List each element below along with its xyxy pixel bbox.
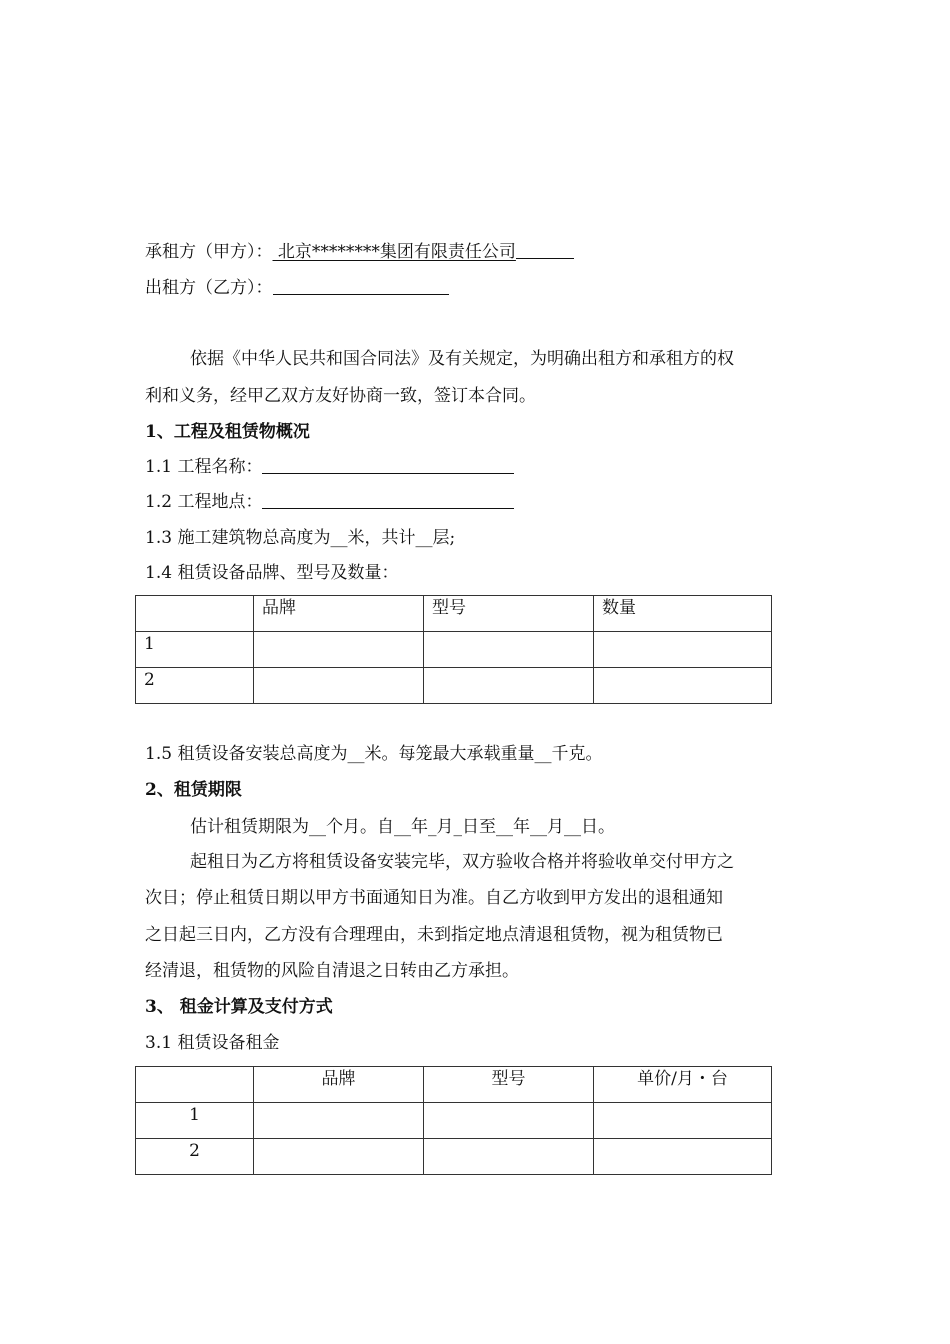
table-row xyxy=(136,632,772,668)
intro-line-2: 利和义务，经甲乙双方友好协商一致，签订本合同。 xyxy=(145,386,536,406)
table-cell xyxy=(424,668,594,704)
project-name-blank xyxy=(262,457,514,474)
section-3-title: 3、 租金计算及支付方式 xyxy=(145,997,333,1017)
lessor-line xyxy=(145,278,449,298)
table-header-row xyxy=(136,596,772,632)
lease-start-line-3: 之日起三日内，乙方没有合理理由，未到指定地点清退租赁物，视为租赁物已 xyxy=(145,925,723,945)
equipment-rent-table xyxy=(135,1066,772,1175)
table-cell xyxy=(424,1103,594,1139)
item-1-4: 1.4 租赁设备品牌、型号及数量： xyxy=(145,563,399,583)
table-cell: 1 xyxy=(136,1103,254,1139)
table-row xyxy=(136,1139,772,1175)
lease-start-line-1: 起租日为乙方将租赁设备安装完毕，双方验收合格并将验收单交付甲方之 xyxy=(190,852,734,872)
table-cell xyxy=(594,632,772,668)
table-row xyxy=(136,668,772,704)
item-1-3: 1.3 施工建筑物总高度为__米，共计__层; xyxy=(145,528,456,548)
table-header-cell: 型号 xyxy=(424,596,594,632)
item-1-1 xyxy=(145,457,514,477)
intro-line-1: 依据《中华人民共和国合同法》及有关规定，为明确出租方和承租方的权 xyxy=(190,349,734,369)
lessee-line xyxy=(145,242,574,262)
table-cell xyxy=(594,1103,772,1139)
table-cell: 2 xyxy=(136,668,254,704)
lessee-underline-tail xyxy=(516,242,574,259)
item-1-2 xyxy=(145,492,514,512)
table-cell: 2 xyxy=(136,1139,254,1175)
equipment-quantity-table xyxy=(135,595,772,704)
section-1-title: 1、工程及租赁物概况 xyxy=(145,422,310,442)
item-1-2-label: 1.2 工程地点： xyxy=(145,492,263,512)
table-header-cell xyxy=(136,1067,254,1103)
table-header-row xyxy=(136,1067,772,1103)
table-cell xyxy=(594,1139,772,1175)
table-header-cell: 型号 xyxy=(424,1067,594,1103)
table-cell xyxy=(254,668,424,704)
table-cell xyxy=(254,1139,424,1175)
lessor-blank xyxy=(273,278,449,295)
section-2-title: 2、租赁期限 xyxy=(145,780,242,800)
table-header-cell: 品牌 xyxy=(254,1067,424,1103)
table-header-cell: 数量 xyxy=(594,596,772,632)
table-cell: 1 xyxy=(136,632,254,668)
item-1-5: 1.5 租赁设备安装总高度为__米。每笼最大承载重量__千克。 xyxy=(145,744,603,764)
lessee-value: 北京********集团有限责任公司 xyxy=(272,242,516,262)
lease-term-text: 估计租赁期限为__个月。自__年_月_日至__年__月__日。 xyxy=(190,817,615,837)
lease-start-line-2: 次日；停止租赁日期以甲方书面通知日为准。自乙方收到甲方发出的退租通知 xyxy=(145,888,723,908)
table-cell xyxy=(254,632,424,668)
table-cell xyxy=(424,1139,594,1175)
item-3-1: 3.1 租赁设备租金 xyxy=(145,1033,280,1053)
table-header-cell: 品牌 xyxy=(254,596,424,632)
table-cell xyxy=(594,668,772,704)
table-cell xyxy=(424,632,594,668)
table-header-cell: 单价/月・台 xyxy=(594,1067,772,1103)
table-row xyxy=(136,1103,772,1139)
table-cell xyxy=(254,1103,424,1139)
table-header-cell xyxy=(136,596,254,632)
lessee-label: 承租方（甲方）： xyxy=(145,242,273,262)
item-1-1-label: 1.1 工程名称： xyxy=(145,457,263,477)
project-location-blank xyxy=(262,492,514,509)
lessor-label: 出租方（乙方）： xyxy=(145,278,273,298)
lease-start-line-4: 经清退，租赁物的风险自清退之日转由乙方承担。 xyxy=(145,961,519,981)
